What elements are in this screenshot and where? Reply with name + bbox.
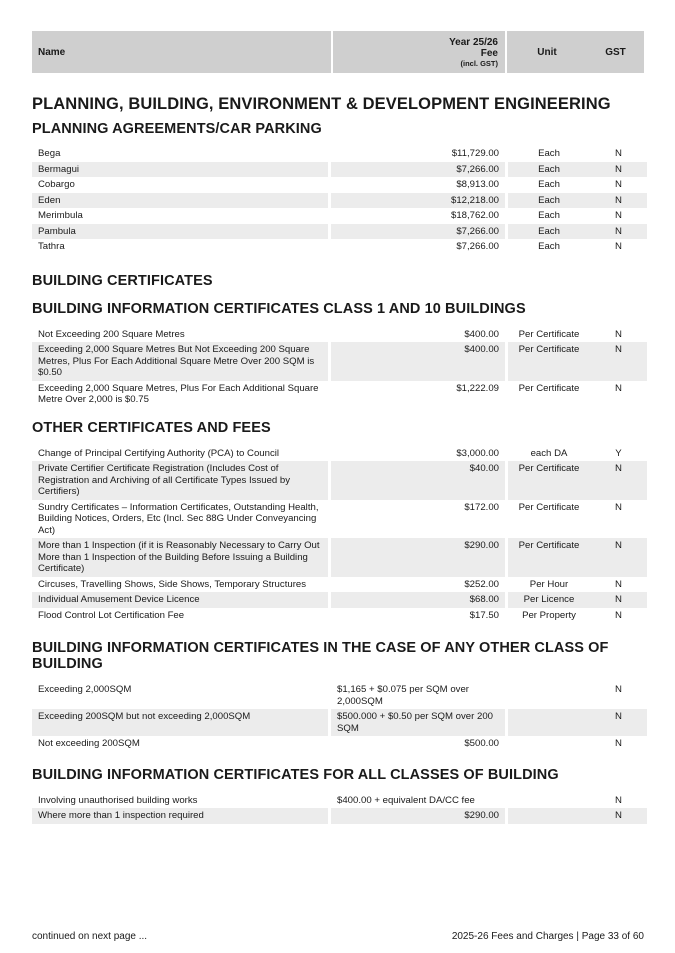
header-fee-gst-note: (incl. GST) (460, 58, 498, 68)
section-title-other: OTHER CERTIFICATES AND FEES (32, 419, 271, 436)
table-row (32, 224, 647, 240)
row-name: Tathra (38, 241, 65, 252)
table-row (32, 577, 647, 593)
row-name: Bermagui (32, 162, 328, 178)
row-unit: Per Property (522, 609, 576, 621)
section-title-building-certificates: BUILDING CERTIFICATES (32, 272, 213, 289)
row-name: More than 1 Inspection (if it is Reasonably Necessary to Carry Out More than 1 Inspection of the Building Before Issuing a Building Certificate) (32, 538, 328, 577)
row-gst: N (590, 538, 647, 577)
row-fee: $172.00 (464, 501, 499, 513)
footer-page-info: 2025-26 Fees and Charges | Page 33 of 60 (451, 931, 644, 942)
row-name: Exceeding 2,000 Square Metres, Plus For Each Additional Square Metre Over 2,000 is $0.75 (38, 382, 319, 405)
row-name: Private Certifier Certificate Registration (Includes Cost of Registration and Archiving of all Certificate Types Issued by Certifiers) (32, 461, 328, 500)
table-row (32, 500, 647, 539)
header-name: Name (38, 46, 66, 58)
row-name: Circuses, Travelling Shows, Side Shows, Temporary Structures (38, 578, 307, 590)
row-name: Where more than 1 inspection required (32, 808, 328, 824)
table-row (32, 342, 647, 381)
row-name: Exceeding 2,000 Square Metres But Not Exceeding 200 Square Metres, Plus For Each Additional Square Metre Over 200 SQM is $0.50 (32, 342, 328, 381)
row-gst: N (615, 684, 622, 695)
row-gst: N (590, 461, 647, 500)
row-gst: N (615, 794, 622, 806)
row-fee: $400.00 + equivalent DA/CC fee (337, 794, 475, 806)
row-name: Sundry Certificates – Information Certificates, Outstanding Health, Building Notices, Orders, Etc (Incl. Sec 88G Under Conveyancing Act) (38, 501, 319, 536)
table-row (32, 793, 647, 809)
row-gst: N (590, 342, 647, 381)
row-fee: $290.00 (331, 538, 505, 577)
row-unit: Per Licence (508, 592, 590, 608)
row-unit: Each (538, 148, 560, 159)
row-gst: N (590, 808, 647, 824)
row-unit: Each (508, 162, 590, 178)
row-gst: N (615, 738, 622, 749)
row-name: Merimbula (38, 210, 83, 221)
section-title-other-class: BUILDING INFORMATION CERTIFICATES IN THE CASE OF ANY OTHER CLASS OF BUILDING (32, 640, 609, 672)
row-fee: $68.00 (331, 592, 505, 608)
row-gst: N (615, 609, 622, 621)
row-name: Individual Amusement Device Licence (32, 592, 328, 608)
table-header (32, 31, 644, 73)
fees-page (32, 31, 644, 824)
row-gst: N (615, 578, 622, 590)
row-gst: N (590, 709, 647, 736)
row-unit: Per Certificate (518, 328, 580, 340)
table-row (32, 177, 647, 193)
table-row (32, 162, 647, 178)
row-fee: $17.50 (469, 609, 499, 621)
row-name: Not exceeding 200SQM (38, 738, 140, 749)
table-row (32, 208, 647, 224)
table-row (32, 608, 647, 624)
row-fee: $400.00 (464, 328, 499, 340)
row-fee: $40.00 (331, 461, 505, 500)
row-fee: $7,266.00 (456, 241, 499, 252)
row-name: Pambula (32, 224, 328, 240)
row-gst: N (615, 241, 622, 252)
row-unit: Each (508, 224, 590, 240)
row-fee: $18,762.00 (450, 210, 499, 221)
row-fee: $500.00 (464, 738, 499, 749)
table-row (32, 709, 647, 736)
header-fee (331, 31, 505, 73)
row-unit: Each (538, 179, 560, 190)
row-unit (508, 709, 590, 736)
other-table (32, 446, 647, 624)
row-gst: Y (615, 447, 622, 459)
table-row (32, 538, 647, 577)
header-fee-label: Fee (480, 47, 498, 59)
section-title-class1: BUILDING INFORMATION CERTIFICATES CLASS 1 AND 10 BUILDINGS (32, 300, 526, 317)
row-name: Not Exceeding 200 Square Metres (38, 328, 185, 340)
table-row (32, 327, 647, 343)
section-title-planning: PLANNING AGREEMENTS/CAR PARKING (32, 121, 322, 137)
row-name: Flood Control Lot Certification Fee (38, 609, 185, 621)
row-fee: $8,913.00 (456, 179, 499, 190)
row-gst: N (615, 179, 622, 190)
row-fee: $400.00 (331, 342, 505, 381)
main-heading: PLANNING, BUILDING, ENVIRONMENT & DEVELOPMENT ENGINEERING (32, 95, 611, 113)
row-gst: N (590, 162, 647, 178)
row-unit: Per Certificate (508, 461, 590, 500)
row-gst: N (590, 224, 647, 240)
section-title-all-classes: BUILDING INFORMATION CERTIFICATES FOR ALL CLASSES OF BUILDING (32, 766, 559, 783)
table-row (32, 446, 647, 462)
row-unit: Each (538, 241, 560, 252)
row-name: Exceeding 200SQM but not exceeding 2,000SQM (32, 709, 328, 736)
row-name: Cobargo (38, 179, 75, 190)
row-unit: Per Certificate (518, 382, 580, 394)
class1-table (32, 327, 647, 408)
row-gst: N (615, 501, 622, 513)
row-gst: N (590, 592, 647, 608)
table-row (32, 146, 647, 162)
row-name: Bega (38, 148, 61, 159)
table-row (32, 682, 647, 709)
row-unit: Per Certificate (508, 342, 590, 381)
row-gst: N (615, 148, 622, 159)
row-name: Eden (32, 193, 328, 209)
header-gst: GST (605, 46, 626, 58)
footer-continued: continued on next page ... (32, 931, 148, 942)
table-row (32, 736, 647, 752)
table-row (32, 381, 647, 408)
row-fee: $1,165 + $0.075 per SQM over 2,000SQM (337, 684, 469, 707)
row-gst: N (615, 210, 622, 221)
row-unit (508, 736, 590, 752)
row-fee: $7,266.00 (331, 224, 505, 240)
other-class-table (32, 682, 647, 752)
row-unit (508, 682, 590, 709)
all-classes-table (32, 793, 647, 824)
table-row (32, 239, 647, 255)
row-fee: $1,222.09 (456, 382, 499, 394)
row-unit (508, 793, 590, 809)
row-fee: $500.000 + $0.50 per SQM over 200 SQM (331, 709, 505, 736)
table-row (32, 592, 647, 608)
row-fee: $12,218.00 (331, 193, 505, 209)
row-unit: Per Hour (529, 578, 569, 590)
row-fee: $11,729.00 (451, 148, 499, 159)
row-unit: Each (538, 210, 560, 221)
row-fee: $7,266.00 (331, 162, 505, 178)
row-unit (508, 808, 590, 824)
row-gst: N (590, 193, 647, 209)
row-gst: N (615, 328, 622, 340)
row-name: Exceeding 2,000SQM (38, 684, 132, 695)
row-name: Involving unauthorised building works (38, 794, 198, 806)
table-row (32, 193, 647, 209)
header-unit: Unit (505, 31, 587, 73)
table-row (32, 808, 647, 824)
table-row (32, 461, 647, 500)
row-name: Change of Principal Certifying Authority (PCA) to Council (38, 447, 280, 459)
page-footer (32, 931, 644, 942)
planning-table (32, 146, 647, 255)
row-fee: $252.00 (464, 578, 499, 590)
header-fee-year: Year 25/26 (449, 36, 498, 48)
row-unit: Per Certificate (518, 501, 580, 513)
row-unit: each DA (530, 447, 568, 459)
row-gst: N (615, 382, 622, 394)
row-fee: $3,000.00 (456, 447, 499, 459)
row-unit: Per Certificate (508, 538, 590, 577)
row-unit: Each (508, 193, 590, 209)
row-fee: $290.00 (331, 808, 505, 824)
